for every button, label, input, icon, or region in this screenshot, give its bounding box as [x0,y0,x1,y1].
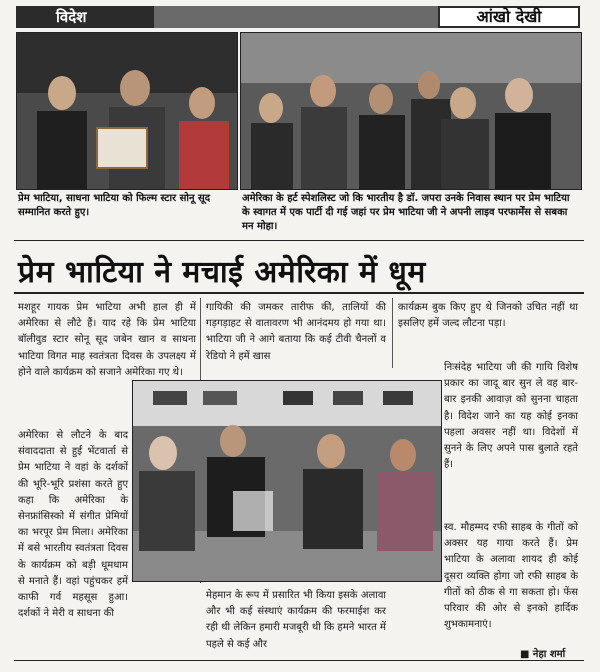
article-column-3-end: स्व. मौहम्मद रफी साहब के गीतों को अक्सर यह गाया करते हैं। प्रेम भाटिया के अलावा शायद ही कोई दूसरा व्यक्ति होगा जो रफी साहब के गीतों को ठीक से गा सकता हो। फेंस परिवार की ओर से इनको हार्दिक शुभकामनाएं। [444,522,578,631]
photo-event-stage [132,380,442,582]
divider-rule [14,240,584,241]
article-column-2: गायिकी की जमकर तारीफ की, तालियों की गड़गड़ाहट से वातावरण भी आनंदमय हो गया था। भाटिया जी ने आगे बताया कि कई टीवी चैनलों व रेडियो ने हमें खास [206,302,386,362]
headline-rule [14,292,584,294]
bottom-rule [14,660,584,661]
article-column-3-continued: निःसंदेह भाटिया जी की गायि विशेष प्रकार का जादू बार सुन ले वह बार-बार इनकी आवाज़ को सुनना चाहता है। विदेश जाने का यह कोई इनका पहला अवसर नहीं था। विदेशों में सुनने के लिए अपने पास बुलाते रहते हैं। [444,362,578,471]
photo-party-group [240,32,582,190]
article-column-1: मशहूर गायक प्रेम भाटिया अभी हाल ही में अमेरिका से लौटे हैं। याद रहे कि प्रेम भाटिया बॉलीवुड स्टार सोनू सूद जबेन खान व साधना भाटिया विगत माह स्वतंत्रता दिवस के उपलक्ष्य में होने वाले कार्यक्रम को सजाने अमेरिका गए थे। [18,302,196,378]
section-label-aankhon-dekhi: आंखो देखी [438,6,580,28]
headline: प्रेम भाटिया ने मचाई अमेरिका में धूम [18,255,426,290]
header-divider-band [154,6,438,28]
article-column-3: कार्यक्रम बुक किए हुए थे जिनको उचित नहीं था इसलिए हमें जल्द लौटना पड़ा। [398,302,578,330]
column-divider-2 [392,298,393,368]
article-column-2-continued: मेहमान के रूप में प्रसारित भी किया इसके अलावा और भी कई संस्थाएं कार्यक्रम की फरमाईश कर रही थी लेकिन हमारी मजबूरी थी कि हमने भारत में पहले से कई और [206,590,387,650]
section-label-videsh: विदेश [16,6,154,28]
caption-award: प्रेम भाटिया, साधना भाटिया को फिल्म स्टार सोनू सूद सम्मानित करते हुए। [18,193,211,218]
author-credit: ■ नेहा शर्मा [520,649,566,660]
caption-party: अमेरिका के हर्ट स्पेशलिस्ट जो कि भारतीय है डॉ. जपरा उनके निवास स्थान पर प्रेम भाटिया के स्वागत में एक पार्टी दी गई जहां पर प्रेम भाटिया जी ने अपनी लाइव परफार्मेंस से सबका मन मोहा। [242,193,570,232]
article-column-1-continued: अमेरिका से लौटने के बाद संवाददाता से हुई भेंटवार्ता से प्रेम भाटिया ने वहां के दर्शकों की भूरि-भूरि प्रशंसा करते हुए कहा कि अमेरिका के सेनफ्रांसिस्को में संगीत प्रेमियों का भरपूर प्रेम मिला। अमेरिका में बसे भारतीय स्वतंत्रता दिवस के कार्यक्रम को बड़ी धूमधाम से मनाते हैं। वहां पहुंचकर हमें काफी गर्व महसूस हुआ। दर्शकों ने मेरी व साधना की [18,430,128,620]
photo-award-ceremony [16,32,238,190]
